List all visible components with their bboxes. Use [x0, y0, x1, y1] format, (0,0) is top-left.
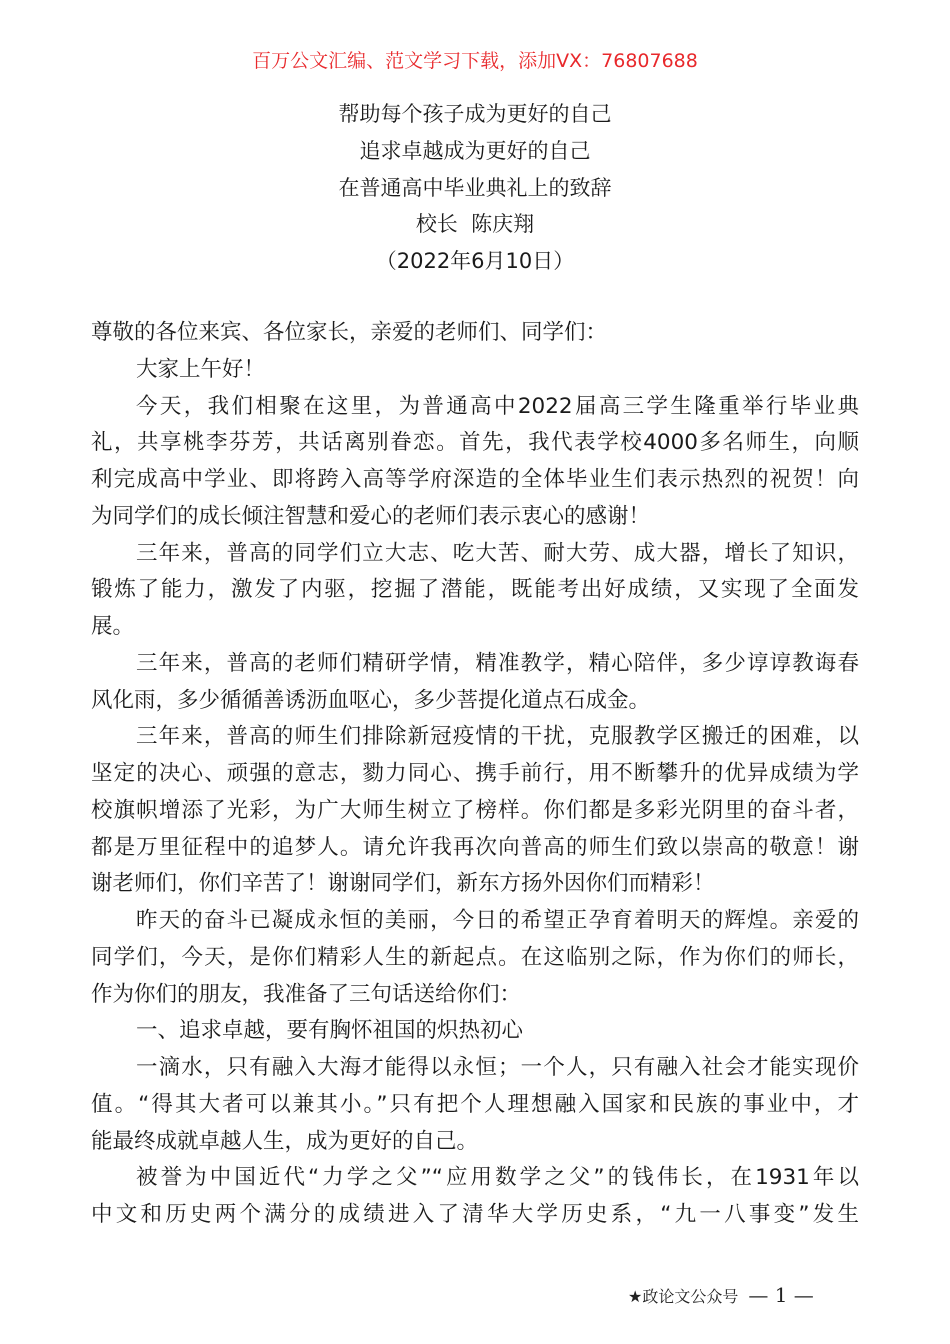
speech-body [91, 315, 859, 1234]
date: （2022年6月10日） [375, 249, 575, 274]
author: 校长 陈庆翔 [415, 212, 535, 237]
text-line: 校旗帜增添了光彩，为广大师生树立了榜样。你们都是多彩光阴里的奋斗者， [91, 797, 859, 823]
text-line: 中文和历史两个满分的成绩进入了清华大学历史系，“九一八事变”发生 [91, 1202, 859, 1227]
text-line: 值。“得其大者可以兼其小。”只有把个人理想融入国家和民族的事业中，才 [91, 1091, 859, 1117]
text-line: 三年来，普高的师生们排除新冠疫情的干扰，克服教学区搬迁的困难，以 [136, 724, 859, 750]
text-line: 三年来，普高的同学们立大志、吃大苦、耐大劳、成大器，增长了知识， [136, 540, 859, 566]
text-line: 被誉为中国近代“力学之父”“应用数学之父”的钱伟长，在1931年以 [136, 1165, 859, 1191]
text-line: 能最终成就卓越人生，成为更好的自己。 [91, 1128, 479, 1154]
text-line: 风化雨，多少循循善诱沥血呕心，多少菩提化道点石成金。 [91, 687, 651, 713]
text-line: 尊敬的各位来宾、各位家长，亲爱的老师们、同学们： [91, 320, 608, 345]
watermark-banner: 百万公文汇编、范文学习下载，添加VX：76807688 [252, 50, 698, 72]
text-line: 昨天的奋斗已凝成永恒的美丽，今日的希望正孕育着明天的辉煌。亲爱的 [136, 908, 859, 933]
text-line: 礼，共享桃李芬芳，共话离别眷恋。首先，我代表学校4000多名师生，向顺 [91, 430, 859, 456]
text-line: 三年来，普高的老师们精研学情，精准教学，精心陪伴，多少谆谆教诲春 [136, 650, 859, 676]
text-line: 锻炼了能力，激发了内驱，挖掘了潜能，既能考出好成绩，又实现了全面发 [91, 577, 859, 603]
text-line: 都是万里征程中的追梦人。请允许我再次向普高的师生们致以崇高的敬意！谢 [91, 834, 859, 860]
text-line: 今天，我们相聚在这里，为普通高中2022届高三学生隆重举行毕业典 [136, 393, 859, 419]
page-footer [628, 1283, 814, 1307]
text-line: 为同学们的成长倾注智慧和爱心的老师们表示衷心的感谢！ [91, 503, 651, 529]
footer-source: ★政论文公众号 [628, 1286, 739, 1306]
page-number: — 1 — [748, 1283, 814, 1307]
subtitle: 追求卓越成为更好的自己 [359, 138, 591, 163]
text-line: 展。 [91, 614, 135, 639]
text-line: 利完成高中学业、即将跨入高等学府深造的全体毕业生们表示热烈的祝贺！向 [91, 467, 859, 492]
text-line: 一、追求卓越，要有胸怀祖国的炽热初心 [136, 1018, 524, 1044]
occasion: 在普通高中毕业典礼上的致辞 [338, 175, 612, 200]
text-line: 作为你们的朋友，我准备了三句话送给你们： [91, 981, 522, 1007]
title-block [0, 96, 950, 280]
text-line: 谢老师们，你们辛苦了！谢谢同学们，新东方扬外因你们而精彩！ [91, 871, 715, 897]
text-line: 一滴水，只有融入大海才能得以永恒；一个人，只有融入社会才能实现价 [136, 1055, 859, 1080]
text-line: 同学们，今天，是你们精彩人生的新起点。在这临别之际，作为你们的师长， [91, 944, 859, 970]
main-title: 帮助每个孩子成为更好的自己 [338, 102, 612, 126]
text-line: 大家上午好！ [136, 356, 266, 382]
text-line: 坚定的决心、顽强的意志，勠力同心、携手前行，用不断攀升的优异成绩为学 [91, 761, 859, 786]
